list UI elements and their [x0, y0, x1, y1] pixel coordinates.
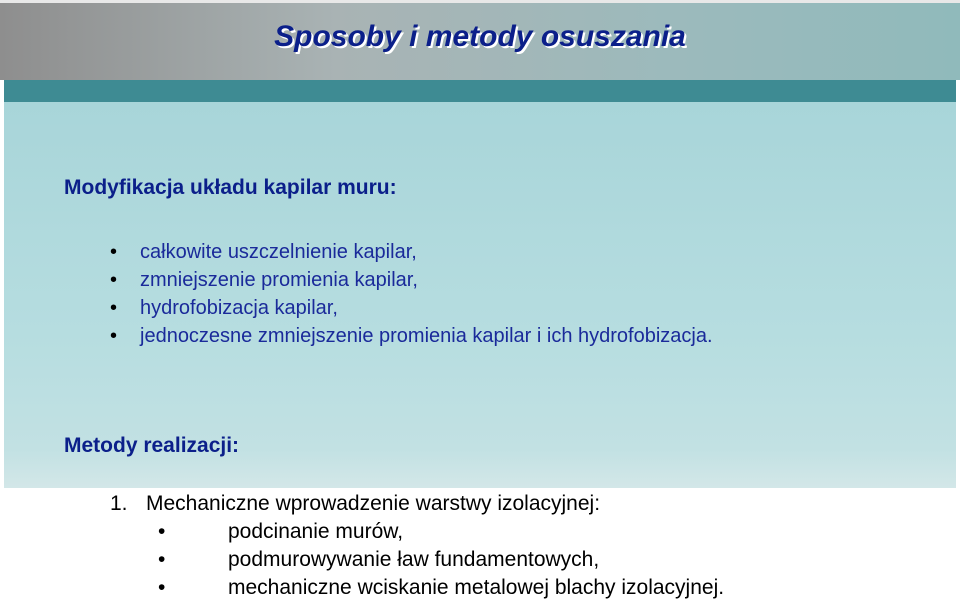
list-item: • zmniejszenie promienia kapilar, [110, 266, 713, 294]
bullet-icon: • [110, 241, 118, 263]
capillary-modification-list [110, 238, 713, 350]
bullet-icon: • [110, 297, 118, 319]
title-stripe [4, 80, 956, 102]
section-heading-modification: Modyfikacja układu kapilar muru: [64, 176, 397, 199]
list-item: • mechaniczne wciskanie metalowej blachy izolacyjnej. [158, 574, 724, 602]
list-item: • całkowite uszczelnienie kapilar, [110, 238, 713, 266]
list-item: • podmurowywanie ław fundamentowych, [158, 546, 724, 574]
slide-title: Sposoby i metody osuszania [274, 20, 686, 53]
section-heading-methods: Metody realizacji: [64, 434, 240, 457]
item-number: 1. [110, 492, 128, 515]
bullet-icon: • [158, 576, 166, 599]
methods-sub-list [158, 518, 724, 602]
list-item: • podcinanie murów, [158, 518, 724, 546]
list-item: • hydrofobizacja kapilar, [110, 294, 713, 322]
item-text: Mechaniczne wprowadzenie warstwy izolacyjnej: [146, 492, 601, 515]
list-item: • jednoczesne zmniejszenie promienia kapilar i ich hydrofobizacja. [110, 322, 713, 350]
bullet-icon: • [110, 269, 118, 291]
bullet-icon: • [158, 520, 166, 543]
numbered-item [110, 490, 600, 518]
bullet-icon: • [110, 325, 118, 347]
bullet-icon: • [158, 548, 166, 571]
